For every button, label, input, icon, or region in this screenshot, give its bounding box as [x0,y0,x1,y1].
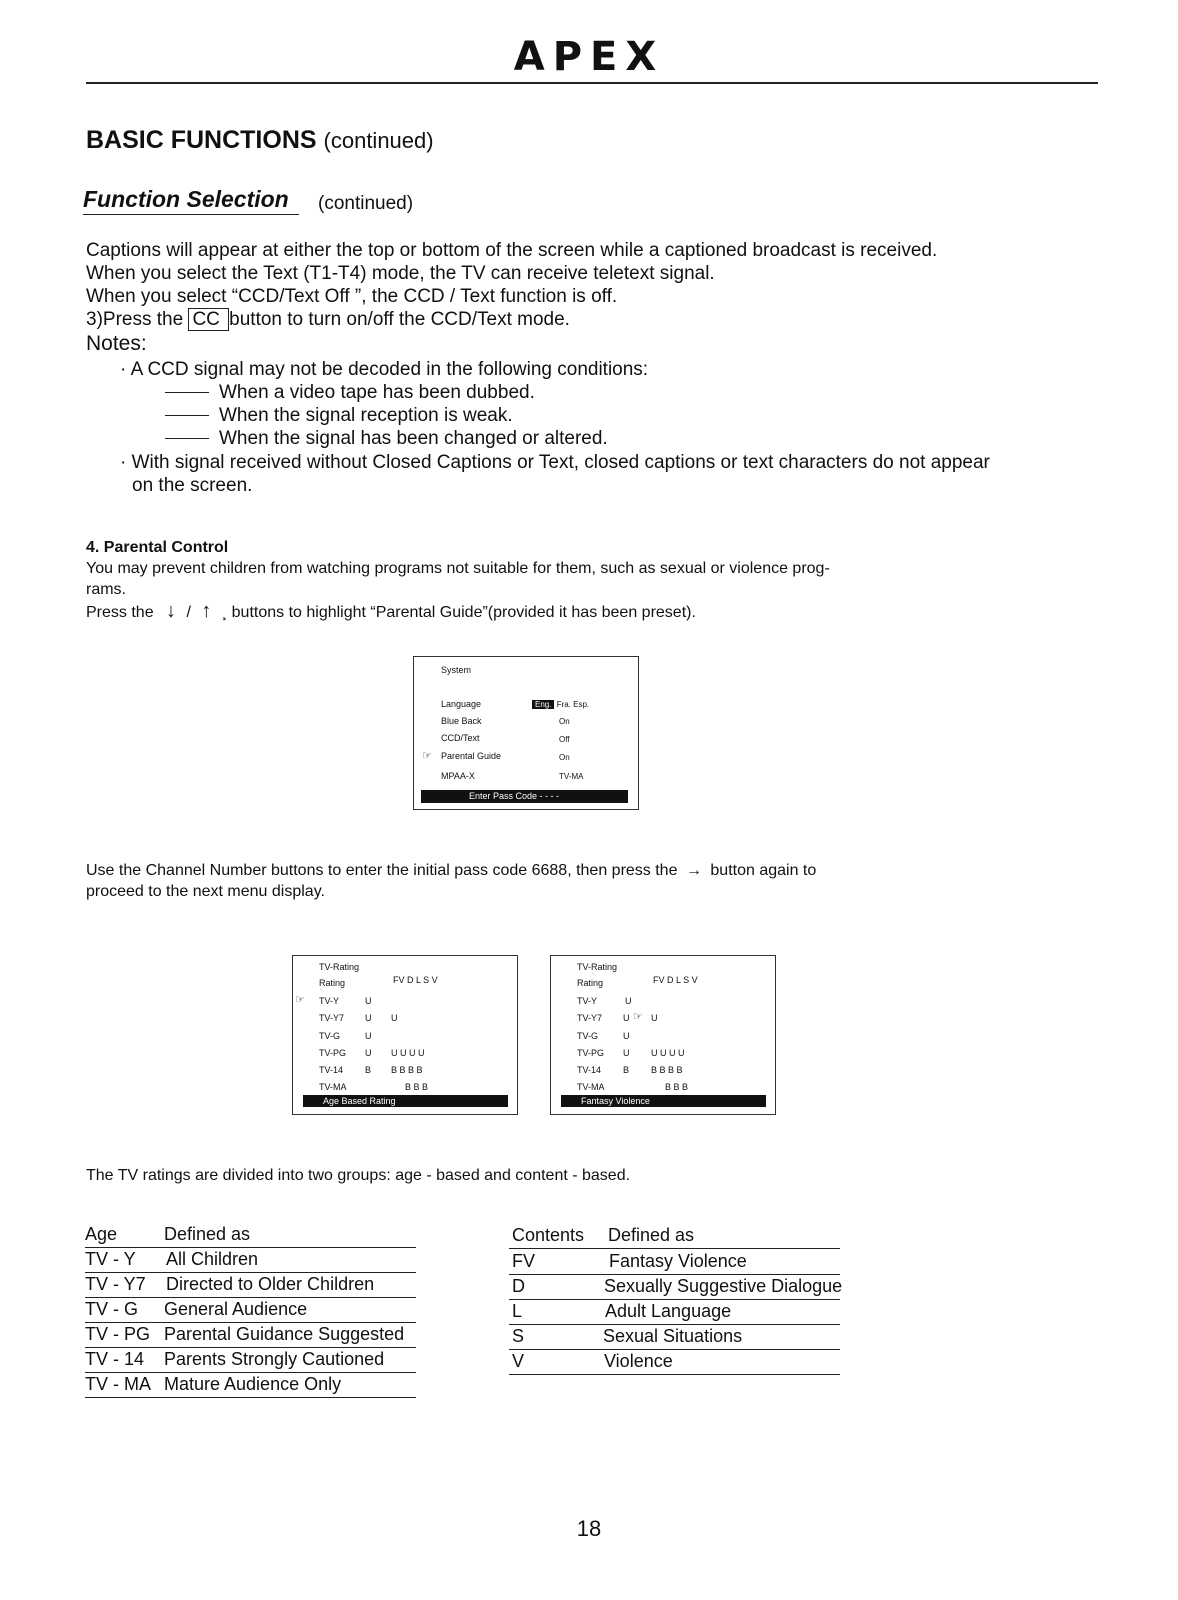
parental-press [86,601,696,623]
section-heading-continued: (continued) [318,193,414,214]
heading-continued: (continued) [323,128,434,153]
menu-row-value: On [559,753,570,762]
rating-row-age: U [625,996,632,1006]
content-rating-table [509,1225,843,1380]
condition-2 [165,404,513,427]
content-definition: Sexually Suggestive Dialogue [604,1276,843,1296]
parental-title [86,537,228,558]
table-row [85,1249,259,1270]
table-row [85,1274,375,1295]
rating-row-content: U [651,1013,658,1023]
rating-code: TV - PG [85,1324,151,1344]
table-divider [85,1372,416,1373]
pointing-hand-icon: ☞ [422,750,432,762]
table-divider [85,1347,416,1348]
rating-definition: Parents Strongly Cautioned [164,1349,385,1369]
content-code: L [512,1301,523,1321]
condition-3-text: When the signal has been changed or altered. [219,428,608,449]
press-label: Press the [86,604,154,621]
note-bullet-2-cont: on the screen. [132,475,253,496]
menu-row-label: MPAA-X [441,771,475,781]
right-arrow-icon: → [685,862,702,879]
table-divider [85,1397,416,1398]
rating-row-label: TV-Y [319,996,340,1006]
selected-language: Eng. [532,700,554,709]
rating-definition: Directed to Older Children [166,1274,375,1294]
small-mark: ¸ [221,604,228,621]
down-arrow-icon: ↓ [166,600,177,622]
dash-mark [165,415,209,416]
note-bullet-1-text: A CCD signal may not be decoded in the following conditions: [130,359,649,380]
menu-status-bar: Age Based Rating [303,1095,508,1107]
table-row [85,1349,385,1370]
rating-row-content: B B B B [651,1065,683,1075]
apex-logo: APEX [513,34,665,80]
notes-label: Notes: [86,332,147,355]
rating-code: TV - Y7 [85,1274,146,1294]
rating-row-age: U [365,1031,372,1041]
parental-desc-1: You may prevent children from watching programs not suitable for them, such as sexual or violence prog- [86,560,830,577]
rating-definition: Parental Guidance Suggested [164,1324,405,1344]
page-number: 18 [576,1516,602,1541]
up-arrow-icon: ↑ [201,600,212,622]
rating-row-content: U U U U [651,1048,685,1058]
rating-row-age: B [623,1065,630,1075]
rating-row-age: U [623,1048,630,1058]
rating-definition: Mature Audience Only [164,1374,342,1394]
header-age: Age [85,1224,118,1244]
passcode-line-1 [86,860,816,881]
dash-mark [165,438,209,439]
table-divider [85,1297,416,1298]
header-rule [86,82,1098,84]
system-menu [413,656,639,810]
rating-menu-content [550,955,776,1115]
rating-code: TV - MA [85,1374,151,1394]
rating-row-age: U [623,1013,630,1023]
table-row [85,1299,308,1320]
rating-row-content: U U U U [391,1048,425,1058]
rating-code: TV - Y [85,1249,136,1269]
ratings-intro: The TV ratings are divided into two groups: age - based and content - based. [86,1167,631,1184]
table-row [512,1326,743,1347]
passcode-text: Use the Channel Number buttons to enter the initial pass code 6688, then press the [86,862,678,879]
age-rating-table [85,1224,416,1404]
slash: / [186,604,191,621]
rating-row-label: TV-Y7 [319,1013,345,1023]
table-row [512,1276,843,1297]
table-row [85,1324,405,1345]
rating-row-label: TV-Y7 [577,1013,603,1023]
rating-row-age: B [365,1065,372,1075]
table-header-row [512,1225,695,1246]
rating-row-label: TV-G [577,1031,599,1041]
rating-row-content: B B B [665,1082,689,1092]
table-divider [509,1374,840,1375]
parental-title-text: 4. Parental Control [86,539,229,556]
table-header-row [85,1224,251,1245]
heading-main: BASIC FUNCTIONS [86,126,317,154]
rating-row-age: U [365,996,372,1006]
menu-status-bar: Enter Pass Code - - - - [421,790,628,803]
system-menu-title: System [441,665,472,675]
page-heading [86,126,434,155]
content-definition: Sexual Situations [603,1326,743,1346]
menu-row-label: Blue Back [441,716,482,726]
rating-row-label: TV-PG [319,1048,347,1058]
condition-1-text: When a video tape has been dubbed. [219,382,535,403]
content-code: V [512,1351,525,1371]
content-definition: Fantasy Violence [609,1251,747,1271]
cc-key-text: button to turn on/off the CCD/Text mode. [229,309,570,330]
content-code: S [512,1326,525,1346]
rating-code: TV - G [85,1299,138,1319]
menu-row-label: CCD/Text [441,733,480,743]
rating-menu-title: TV-Rating [319,962,360,972]
press-text: 3)Press the [86,309,189,330]
content-columns: FV D L S V [393,975,438,985]
content-code: FV [512,1251,536,1271]
rating-row-label: TV-PG [577,1048,605,1058]
menu-row-value [532,700,589,709]
menu-row-label: Language [441,699,482,709]
menu-row-value: On [559,717,570,726]
table-divider [509,1349,840,1350]
header-defined-as: Defined as [608,1225,695,1245]
note-bullet-2: · With signal received without Closed Captions or Text, closed captions or text characters do not appear [120,452,990,473]
menu-status-bar: Fantasy Violence [561,1095,766,1107]
condition-1 [165,381,535,404]
condition-3 [165,427,608,450]
header-contents: Contents [512,1225,585,1245]
table-row [512,1301,732,1322]
condition-2-text: When the signal reception is weak. [219,405,513,426]
table-row [512,1351,673,1372]
parental-desc-2: rams. [86,581,126,598]
rating-row-content: B B B B [391,1065,423,1075]
rating-definition: General Audience [164,1299,308,1319]
note-bullet-1: · A CCD signal may not be decoded in the following conditions: [120,359,649,380]
captions-line-3: When you select “CCD/Text Off ”, the CCD / Text function is off. [86,286,618,307]
rating-row-label: TV-MA [577,1082,605,1092]
captions-line-4 [86,308,570,331]
rating-menu-age [292,955,518,1115]
dash-mark [165,392,209,393]
captions-line-2: When you select the Text (T1-T4) mode, the TV can receive teletext signal. [86,263,715,284]
passcode-post: button again to [710,862,817,879]
rating-row-content: U [391,1013,398,1023]
table-divider [85,1322,416,1323]
section-heading: Function Selection [83,186,299,215]
table-divider [509,1248,840,1249]
header-defined-as: Defined as [164,1224,251,1244]
note-bullet-2-text: With signal received without Closed Captions or Text, closed captions or text characters do not appear [131,452,990,473]
rating-row-age: U [623,1031,630,1041]
content-columns: FV D L S V [653,975,698,985]
rating-menu-title: TV-Rating [577,962,618,972]
passcode-line-2: proceed to the next menu display. [86,883,325,900]
rating-row-age: U [365,1013,372,1023]
rating-label: Rating [319,978,346,988]
rating-row-label: TV-Y [577,996,598,1006]
content-definition: Adult Language [605,1301,732,1321]
pointing-hand-icon: ☞ [295,994,305,1006]
press-post-text: buttons to highlight “Parental Guide”(provided it has been preset). [231,604,696,621]
menu-row-value: TV-MA [559,772,584,781]
menu-row-value: Off [559,735,570,744]
cc-key: CC [188,308,229,331]
table-row [85,1374,342,1395]
pointing-hand-icon: ☞ [633,1011,643,1023]
rating-label: Rating [577,978,604,988]
rating-code: TV - 14 [85,1349,145,1369]
content-code: D [512,1276,525,1296]
rating-row-label: TV-14 [577,1065,602,1075]
rating-row-age: U [365,1048,372,1058]
table-row [512,1251,747,1272]
content-definition: Violence [604,1351,673,1371]
table-divider [509,1274,840,1275]
rating-row-label: TV-MA [319,1082,347,1092]
menu-row-label: Parental Guide [441,751,502,761]
language-options: Fra. Esp. [556,700,590,709]
table-divider [509,1324,840,1325]
rating-row-content: B B B [405,1082,429,1092]
table-divider [85,1247,416,1248]
rating-row-label: TV-14 [319,1065,344,1075]
captions-line-1: Captions will appear at either the top or bottom of the screen while a captioned broadcast is received. [86,240,938,261]
rating-definition: All Children [166,1249,259,1269]
table-divider [509,1299,840,1300]
table-divider [85,1272,416,1273]
rating-row-label: TV-G [319,1031,341,1041]
